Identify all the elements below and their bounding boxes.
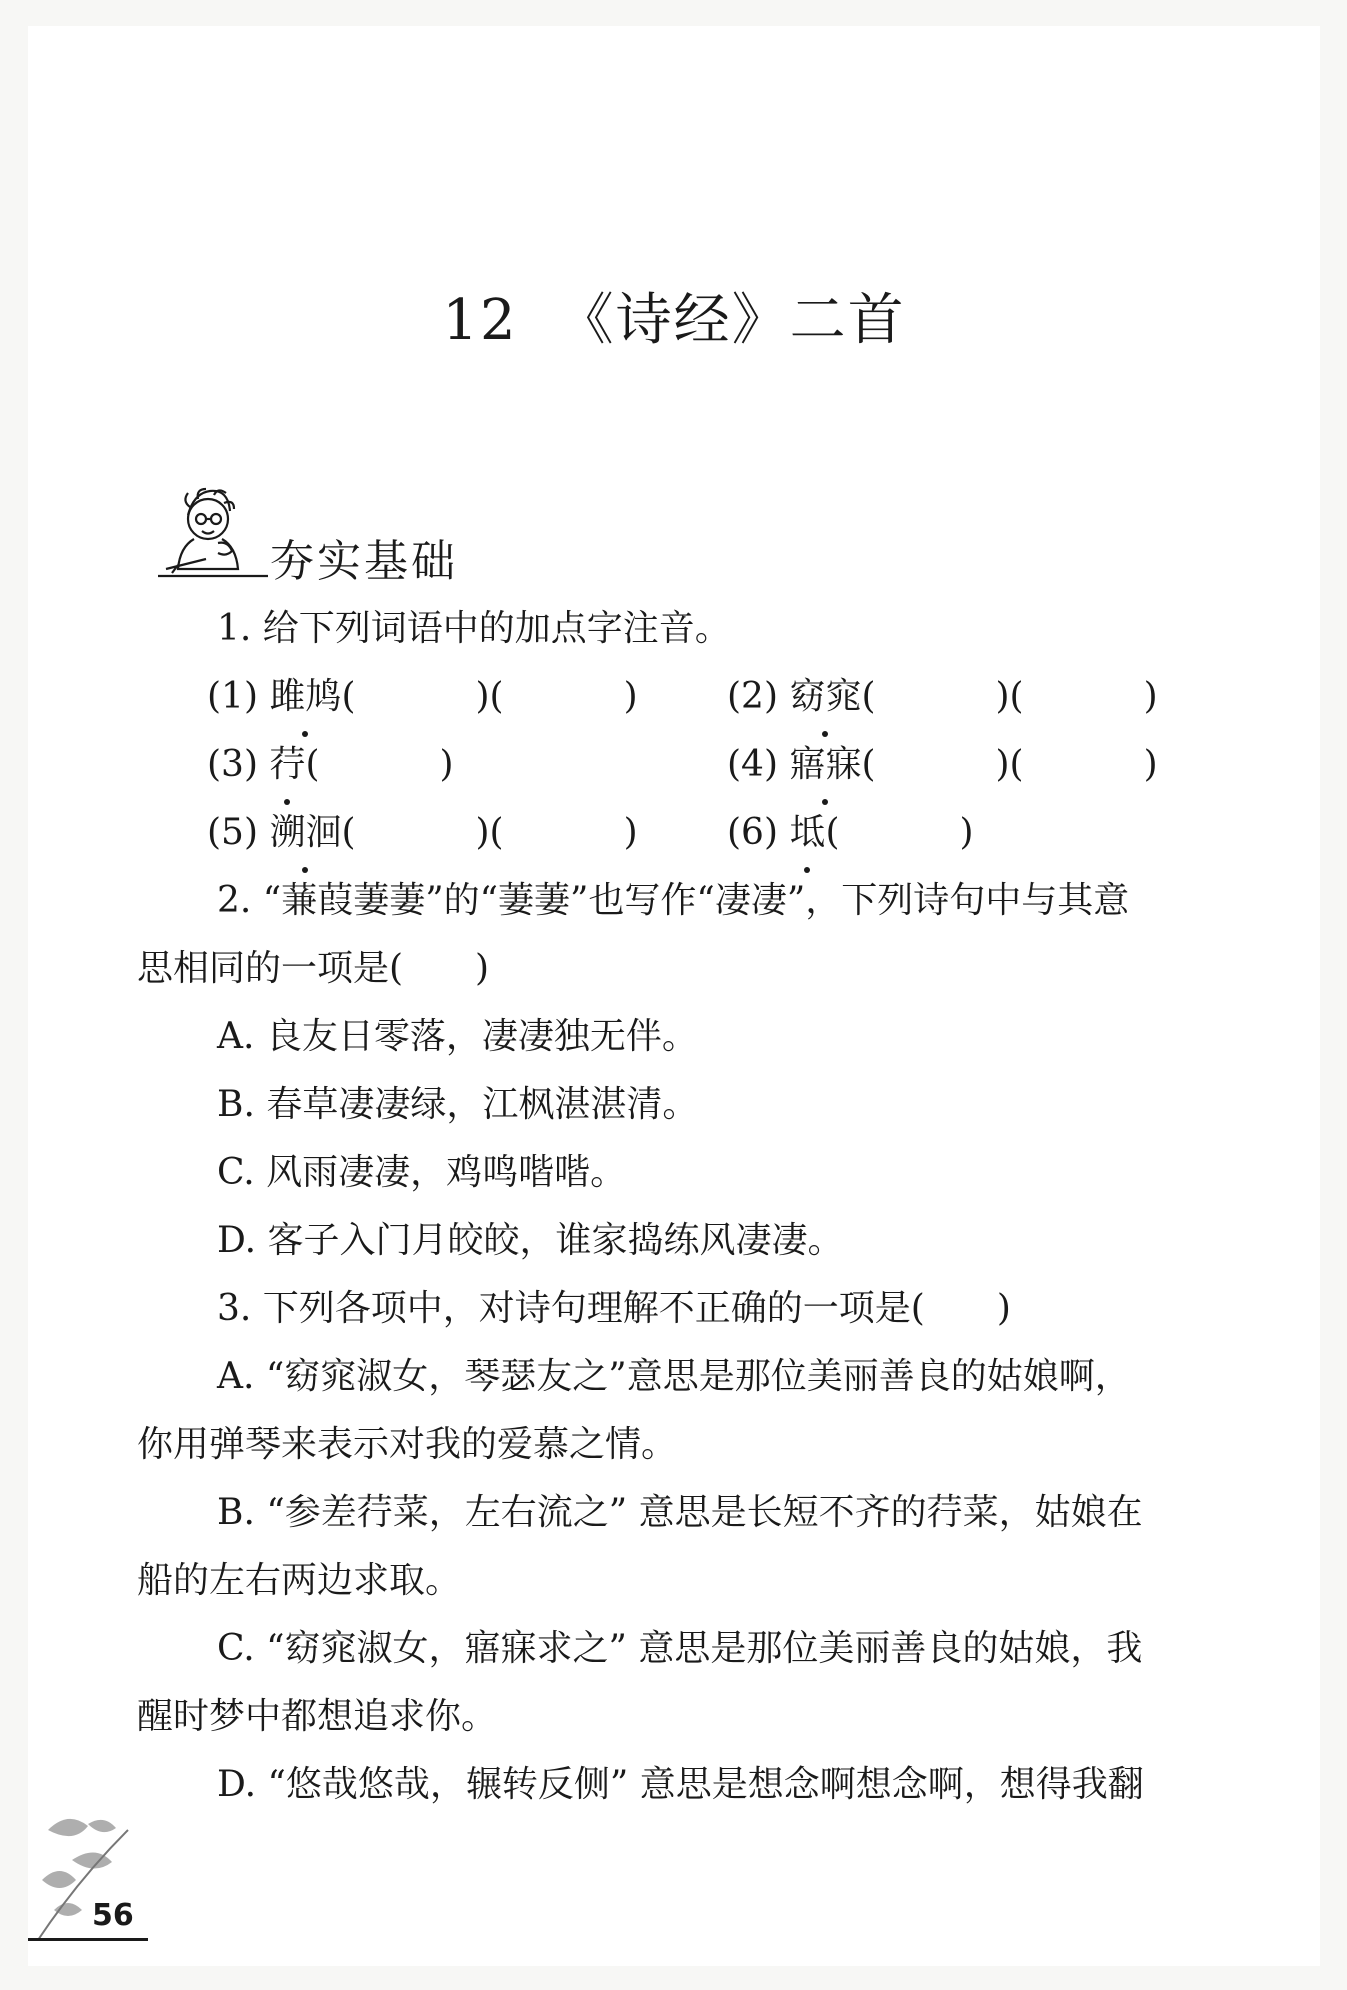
q1-row-3 <box>137 799 1247 867</box>
q1-word-5: 溯洄 <box>269 799 341 867</box>
q2-stem-line-2: 思相同的一项是( ) <box>137 948 490 989</box>
q3-option-a-line-2: 你用弹琴来表示对我的爱慕之情。 <box>137 1424 678 1465</box>
exercise-content <box>137 595 1247 1819</box>
q2-option-a: A. 良友日零落，凄凄独无伴。 <box>217 1016 698 1057</box>
page-number: 56 <box>92 1898 134 1933</box>
q2-option-b: B. 春草凄凄绿，江枫湛湛清。 <box>217 1084 699 1125</box>
q3-option-b-line-2: 船的左右两边求取。 <box>137 1560 462 1601</box>
lesson-number: 12 <box>442 288 518 353</box>
q2-option-c: C. 风雨凄凄，鸡鸣喈喈。 <box>217 1152 627 1193</box>
q3-option-a-line-1: A. “窈窕淑女，琴瑟友之”意思是那位美丽善良的姑娘啊， <box>217 1356 1131 1397</box>
q1-item-6: (6) 坻( ) <box>727 799 974 867</box>
q1-word-2: 窈窕 <box>789 663 861 731</box>
student-writing-icon <box>158 481 268 591</box>
q1-row-2 <box>137 731 1247 799</box>
q1-item-3: (3) 荇( ) <box>207 731 454 799</box>
q1-word-6: 坻 <box>789 799 825 867</box>
q3-option-c-line-1: C. “窈窕淑女，寤寐求之” 意思是那位美丽善良的姑娘，我 <box>217 1628 1143 1669</box>
q1-stem: 1. 给下列词语中的加点字注音。 <box>217 608 731 649</box>
lesson-title <box>28 276 1320 356</box>
q3-option-c-line-2: 醒时梦中都想追求你。 <box>137 1696 498 1737</box>
q3-option-b-line-1: B. “参差荇菜，左右流之” 意思是长短不齐的荇菜，姑娘在 <box>217 1492 1143 1533</box>
section-header <box>158 481 578 591</box>
q2-option-d: D. 客子入门月皎皎，谁家捣练风凄凄。 <box>217 1220 844 1261</box>
q1-row-1 <box>137 663 1247 731</box>
q1-item-4: (4) 寤寐( )( ) <box>727 731 1158 799</box>
q2-stem-line-1: 2. “蒹葭萋萋”的“萋萋”也写作“凄凄”，下列诗句中与其意 <box>217 880 1130 921</box>
q3-option-d-line-1: D. “悠哉悠哉，辗转反侧” 意思是想念啊想念啊，想得我翻 <box>217 1764 1144 1805</box>
q1-word-1: 雎鸠 <box>269 663 341 731</box>
section-label: 夯实基础 <box>270 536 458 587</box>
q1-word-3: 荇 <box>269 731 305 799</box>
q3-stem: 3. 下列各项中，对诗句理解不正确的一项是( ) <box>217 1288 1011 1329</box>
q1-item-5: (5) 溯洄( )( ) <box>207 799 638 867</box>
q1-item-1: (1) 雎鸠( )( ) <box>207 663 638 731</box>
page-number-underline <box>28 1938 148 1941</box>
q1-item-2: (2) 窈窕( )( ) <box>727 663 1158 731</box>
lesson-name: 《诗经》二首 <box>557 288 906 353</box>
q1-word-4: 寤寐 <box>789 731 861 799</box>
